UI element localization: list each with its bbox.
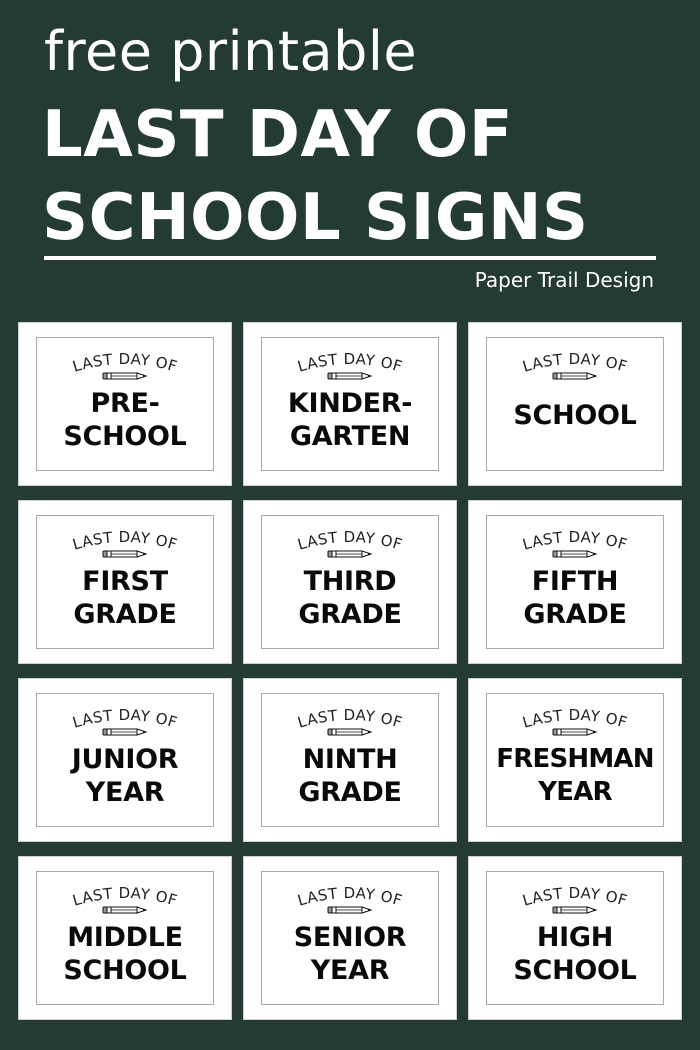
title-line-2: SCHOOL SIGNS bbox=[42, 181, 589, 255]
sign-grade-line1: SCHOOL bbox=[513, 400, 637, 431]
sign-grade bbox=[298, 565, 401, 631]
pencil-icon bbox=[552, 549, 598, 559]
sign-grade bbox=[496, 743, 653, 809]
sign-grade bbox=[513, 921, 636, 987]
sign-grade bbox=[513, 399, 636, 432]
sign-card-frame bbox=[261, 871, 439, 1005]
pencil-icon bbox=[552, 727, 598, 737]
sign-grade-line2: GRADE bbox=[298, 599, 402, 630]
subtitle: free printable bbox=[44, 20, 418, 83]
sign-grade-line2: GRADE bbox=[298, 777, 402, 808]
sign-heading-text: LAST DAY OF bbox=[70, 527, 180, 554]
sign-card bbox=[18, 856, 232, 1020]
sign-card bbox=[243, 856, 457, 1020]
sign-grade-line2: SCHOOL bbox=[63, 955, 187, 986]
sign-grade bbox=[298, 743, 401, 809]
sign-grade-line1: FIRST bbox=[82, 566, 168, 597]
pencil-icon bbox=[327, 371, 373, 381]
sign-card-frame bbox=[261, 515, 439, 649]
pencil-icon bbox=[102, 905, 148, 915]
sign-card-frame bbox=[36, 871, 214, 1005]
sign-card-frame bbox=[36, 337, 214, 471]
pencil-icon bbox=[102, 727, 148, 737]
sign-card-frame bbox=[486, 871, 664, 1005]
sign-heading-text: LAST DAY OF bbox=[295, 527, 405, 554]
sign-card-frame bbox=[486, 693, 664, 827]
pencil-icon bbox=[102, 371, 148, 381]
sign-card-frame bbox=[36, 693, 214, 827]
sign-card bbox=[468, 678, 682, 842]
sign-grade-line1: NINTH bbox=[302, 744, 398, 775]
sign-card bbox=[468, 500, 682, 664]
sign-card bbox=[243, 678, 457, 842]
sign-card bbox=[18, 322, 232, 486]
sign-card-frame bbox=[486, 515, 664, 649]
sign-grade-line1: KINDER- bbox=[287, 388, 413, 419]
sign-grade-line1: PRE- bbox=[90, 388, 160, 419]
sign-grade-line1: SENIOR bbox=[293, 922, 407, 953]
sign-grade-line1: JUNIOR bbox=[71, 744, 179, 775]
sign-card-frame bbox=[36, 515, 214, 649]
sign-grade-line2: GRADE bbox=[73, 599, 177, 630]
sign-card bbox=[468, 856, 682, 1020]
sign-heading-text: LAST DAY OF bbox=[520, 527, 630, 554]
title-underline bbox=[44, 256, 656, 260]
sign-grade-line2: GARTEN bbox=[289, 421, 411, 452]
sign-grade-line1: FIFTH bbox=[531, 566, 619, 597]
sign-grade-line2: YEAR bbox=[85, 777, 165, 808]
sign-card bbox=[468, 322, 682, 486]
sign-grade-line1: THIRD bbox=[303, 566, 397, 597]
sign-grade bbox=[294, 921, 406, 987]
sign-grade-line2: YEAR bbox=[310, 955, 390, 986]
sign-card-frame bbox=[261, 693, 439, 827]
sign-heading-text: LAST DAY OF bbox=[520, 705, 630, 732]
sign-heading-text: LAST DAY OF bbox=[520, 349, 630, 376]
sign-grade-line2: GRADE bbox=[523, 599, 627, 630]
sign-grade-line1: HIGH bbox=[536, 922, 614, 953]
sign-grade bbox=[288, 387, 412, 453]
sign-heading-text: LAST DAY OF bbox=[520, 883, 630, 910]
sign-grade-line2: YEAR bbox=[538, 777, 612, 807]
sign-grade-line1: FRESHMAN bbox=[496, 744, 654, 774]
pencil-icon bbox=[327, 727, 373, 737]
sign-heading-text: LAST DAY OF bbox=[70, 705, 180, 732]
sign-grade bbox=[523, 565, 626, 631]
sign-grade bbox=[72, 743, 179, 809]
sign-grade bbox=[63, 387, 186, 453]
sign-grade-line1: MIDDLE bbox=[67, 922, 183, 953]
pencil-icon bbox=[327, 905, 373, 915]
pencil-icon bbox=[102, 549, 148, 559]
sign-grid bbox=[18, 322, 682, 1020]
sign-heading-text: LAST DAY OF bbox=[70, 349, 180, 376]
sign-card bbox=[18, 500, 232, 664]
title-line-1: LAST DAY OF bbox=[42, 98, 514, 172]
sign-heading-text: LAST DAY OF bbox=[70, 883, 180, 910]
pencil-icon bbox=[327, 549, 373, 559]
sign-heading-text: LAST DAY OF bbox=[295, 883, 405, 910]
sign-grade bbox=[73, 565, 176, 631]
pencil-icon bbox=[552, 905, 598, 915]
sign-card bbox=[243, 500, 457, 664]
sign-card-frame bbox=[261, 337, 439, 471]
brand-name: Paper Trail Design bbox=[474, 268, 654, 292]
header bbox=[0, 0, 700, 310]
sign-card bbox=[18, 678, 232, 842]
sign-grade-line2: SCHOOL bbox=[513, 955, 637, 986]
sign-heading-text: LAST DAY OF bbox=[295, 705, 405, 732]
pencil-icon bbox=[552, 371, 598, 381]
sign-grade bbox=[63, 921, 186, 987]
sign-heading-text: LAST DAY OF bbox=[295, 349, 405, 376]
sign-grade-line2: SCHOOL bbox=[63, 421, 187, 452]
sign-card-frame bbox=[486, 337, 664, 471]
sign-card bbox=[243, 322, 457, 486]
